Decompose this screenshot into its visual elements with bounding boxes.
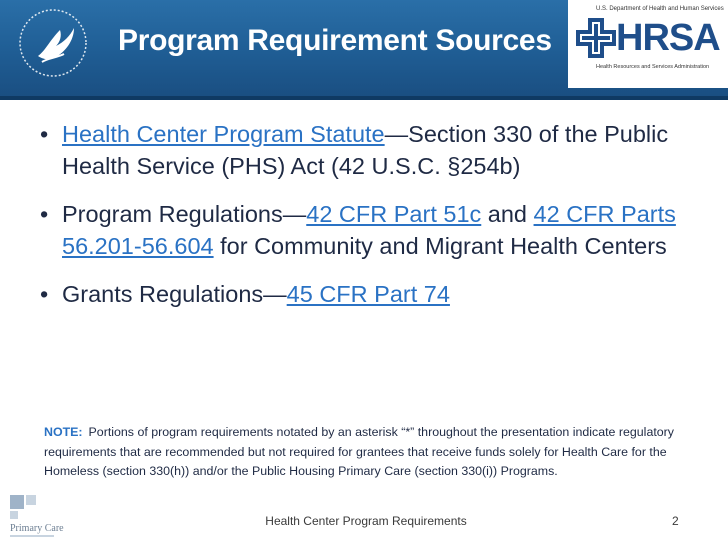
page-number: 2: [672, 514, 679, 528]
bullet-marker: •: [40, 281, 49, 307]
hrsa-cross-icon: [574, 16, 618, 60]
bullet-text: and: [481, 201, 534, 227]
hrsa-logo: [568, 0, 728, 88]
bullet-text: Grants Regulations—: [62, 281, 287, 307]
bullet-text: Program Regulations—: [62, 201, 307, 227]
footer-logo-text: Primary Care: [10, 523, 64, 534]
bullet-item-program-regulations: [40, 198, 680, 262]
cfr-51c-link[interactable]: 42 CFR Part 51c: [306, 201, 482, 227]
hrsa-wordmark: HRSA: [616, 17, 720, 59]
cfr-part-74-link[interactable]: 45 CFR Part 74: [286, 281, 450, 307]
bullet-marker: •: [40, 121, 49, 147]
bullet-text: —Section 330 of the Public Health Service (PHS) Act (42 U.S.C. §254b): [62, 121, 669, 179]
note-label: NOTE:: [44, 425, 83, 439]
hhs-eagle-logo-icon: [16, 6, 90, 80]
bullet-marker: •: [40, 201, 49, 227]
bullet-item-statute: [40, 118, 680, 182]
bullet-text: for Community and Migrant Health Centers: [213, 233, 667, 259]
primary-care-association-logo-icon: [6, 493, 64, 543]
note-paragraph: [44, 423, 684, 482]
footer-title: Health Center Program Requirements: [265, 514, 467, 528]
bullet-list: [40, 118, 680, 326]
hrsa-agency-text: Health Resources and Services Administration: [596, 64, 710, 70]
page-title: Program Requirement Sources: [118, 24, 552, 57]
bullet-item-grants-regulations: [40, 278, 680, 310]
header-banner: [0, 0, 728, 96]
hrsa-department-text: U.S. Department of Health and Human Services: [596, 6, 724, 12]
note-text: Portions of program requirements notated by an asterisk “*” throughout the presentation indicate regulatory requirements that are recommended but not required for grantees that receive funds solely for Health Care for the Homeless (section 330(h)) and/or the Public Housing Primary Care (section 330(i)) Programs.: [44, 425, 674, 478]
header-divider: [0, 96, 728, 100]
cfr-56-link[interactable]: 42 CFR Parts 56.201-56.604: [62, 201, 676, 259]
statute-link[interactable]: Health Center Program Statute: [62, 121, 385, 147]
